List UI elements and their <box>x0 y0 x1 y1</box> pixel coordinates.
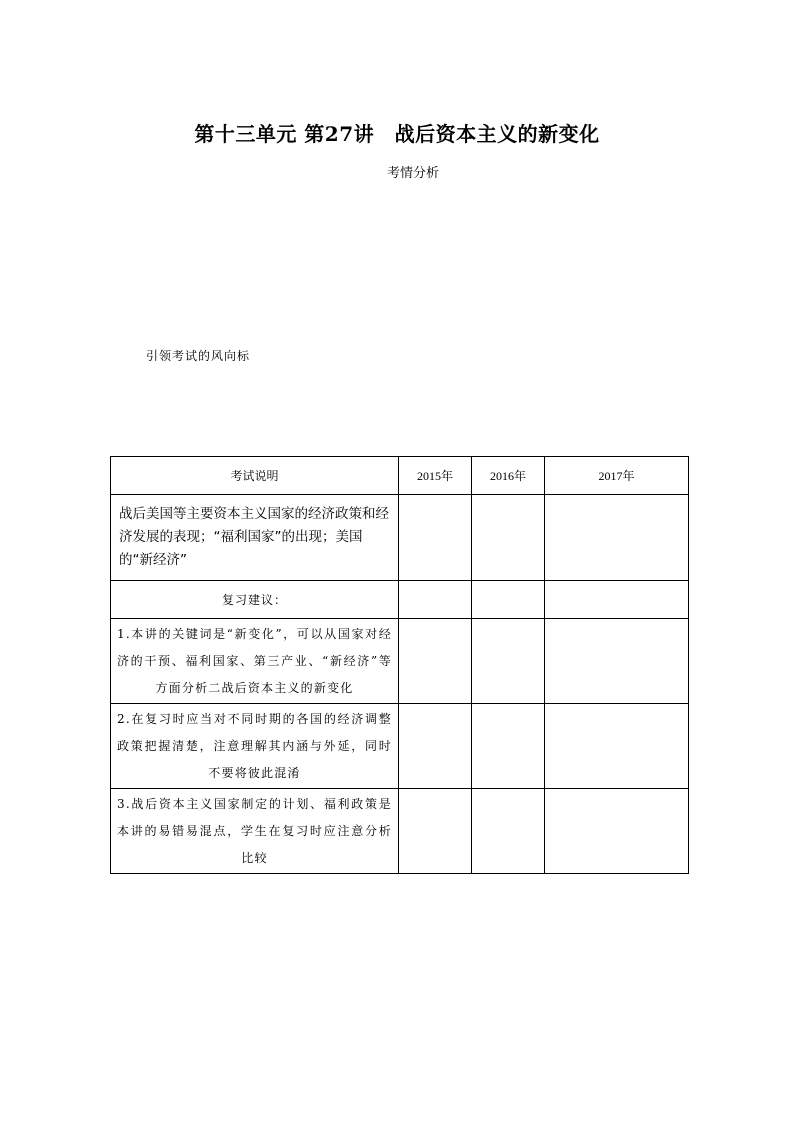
header-year-2016: 2016年 <box>472 457 545 495</box>
year-cell <box>545 789 689 874</box>
header-exam-description: 考试说明 <box>111 457 399 495</box>
table-row <box>111 495 689 581</box>
year-cell <box>472 789 545 874</box>
document-title: 第十三单元 第27讲 战后资本主义的新变化 <box>194 122 600 146</box>
year-cell <box>399 789 472 874</box>
review-advice-heading: 复习建议： <box>111 581 399 619</box>
guide-label: 引领考试的风向标 <box>146 349 251 363</box>
table-row <box>111 581 689 619</box>
year-cell <box>472 704 545 789</box>
advice-item-1: 1.本讲的关键词是“新变化”，可以从国家对经济的干预、福利国家、第三产业、“新经济”等方面分析二战后资本主义的新变化 <box>111 619 399 704</box>
advice-item-2: 2.在复习时应当对不同时期的各国的经济调整政策把握清楚，注意理解其内涵与外延，同时不要将彼此混淆 <box>111 704 399 789</box>
table-row <box>111 619 689 704</box>
header-year-2017: 2017年 <box>545 457 689 495</box>
advice-item-3: 3.战后资本主义国家制定的计划、福利政策是本讲的易错易混点，学生在复习时应注意分析比较 <box>111 789 399 874</box>
year-cell <box>472 581 545 619</box>
table-row <box>111 704 689 789</box>
exam-analysis-table <box>110 456 689 874</box>
table-row <box>111 789 689 874</box>
year-cell <box>399 619 472 704</box>
year-cell <box>545 581 689 619</box>
section-subtitle: 考情分析 <box>386 166 439 181</box>
year-cell <box>545 495 689 581</box>
year-cell <box>399 495 472 581</box>
year-cell <box>399 581 472 619</box>
table-header-row <box>111 457 689 495</box>
year-cell <box>545 704 689 789</box>
header-year-2015: 2015年 <box>399 457 472 495</box>
exam-description-cell: 战后美国等主要资本主义国家的经济政策和经济发展的表现；“福利国家”的出现；美国的“新经济” <box>111 495 399 581</box>
year-cell <box>545 619 689 704</box>
year-cell <box>472 619 545 704</box>
year-cell <box>472 495 545 581</box>
year-cell <box>399 704 472 789</box>
